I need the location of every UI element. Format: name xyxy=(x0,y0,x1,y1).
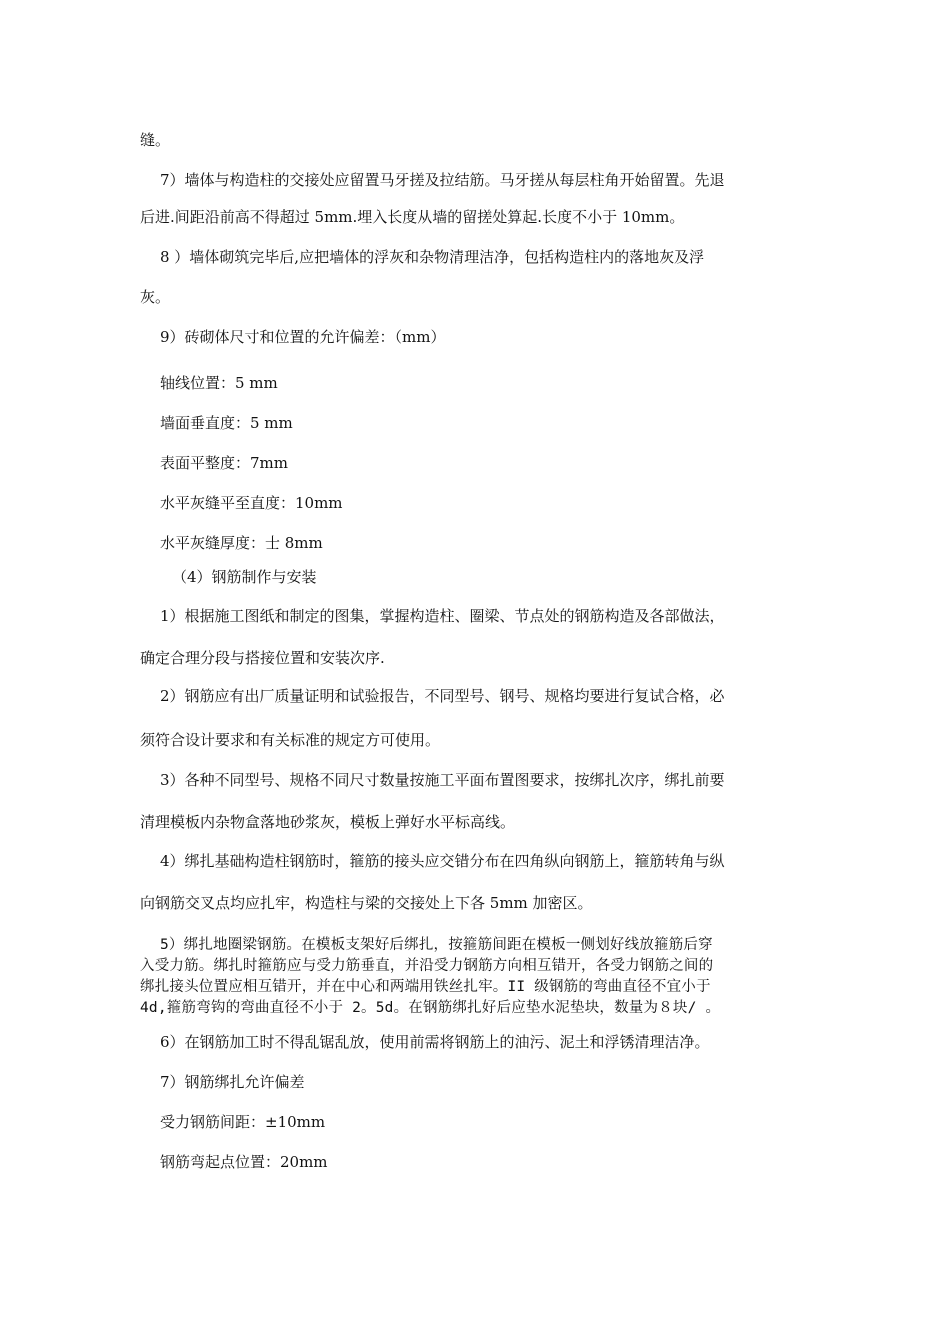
text-line: 缝。 xyxy=(140,131,171,149)
text-line: 3）各种不同型号、规格不同尺寸数量按施工平面布置图要求，按绑扎次序，绑扎前要 xyxy=(160,771,725,789)
text-line: 4d,箍筋弯钩的弯曲直径不小于 2。5d。在钢筋绑扎好后应垫水泥垫块，数量为８块/ 。 xyxy=(140,1000,721,1016)
text-line: 1）根据施工图纸和制定的图集，掌握构造柱、圈梁、节点处的钢筋构造及各部做法， xyxy=(160,607,725,625)
text-line: 绑扎接头位置应相互错开，并在中心和两端用铁丝扎牢。II 级钢筋的弯曲直径不宜小于 xyxy=(140,979,711,995)
text-line: 灰。 xyxy=(140,288,171,306)
text-line: 确定合理分段与搭接位置和安装次序. xyxy=(140,649,385,667)
text-line: 受力钢筋间距：±10mm xyxy=(160,1113,326,1131)
text-line: 清理模板内杂物盒落地砂浆灰，模板上弹好水平标高线。 xyxy=(140,813,516,831)
text-line: 墙面垂直度：5 mm xyxy=(160,414,293,432)
text-line: 入受力筋。绑扎时箍筋应与受力筋垂直，并沿受力钢筋方向相互错开，各受力钢筋之间的 xyxy=(140,958,714,974)
text-line: 表面平整度：7mm xyxy=(160,454,288,472)
text-line: 水平灰缝厚度：士 8mm xyxy=(160,534,323,552)
text-line: 后进.间距沿前高不得超过 5mm.埋入长度从墙的留搓处算起.长度不小于 10mm。 xyxy=(140,208,685,226)
text-line: 8 ）墙体砌筑完毕后,应把墙体的浮灰和杂物清理洁净，包括构造柱内的落地灰及浮 xyxy=(160,248,705,266)
text-line: 6）在钢筋加工时不得乱锯乱放，使用前需将钢筋上的油污、泥土和浮锈清理洁净。 xyxy=(160,1033,710,1051)
text-line: 向钢筋交叉点均应扎牢，构造柱与梁的交接处上下各 5mm 加密区。 xyxy=(140,894,593,912)
text-line: 2）钢筋应有出厂质量证明和试验报告，不同型号、钢号、规格均要进行复试合格，必 xyxy=(160,687,725,705)
text-line: 钢筋弯起点位置：20mm xyxy=(160,1153,328,1171)
text-line: 4）绑扎基础构造柱钢筋时，箍筋的接头应交错分布在四角纵向钢筋上，箍筋转角与纵 xyxy=(160,852,725,870)
text-line: 须符合设计要求和有关标准的规定方可使用。 xyxy=(140,731,441,749)
text-line: 7）墙体与构造柱的交接处应留置马牙搓及拉结筋。马牙搓从每层柱角开始留置。先退 xyxy=(160,171,725,189)
text-line: 7）钢筋绑扎允许偏差 xyxy=(160,1073,305,1091)
section-heading: （4）钢筋制作与安装 xyxy=(172,568,317,586)
text-line: 9）砖砌体尺寸和位置的允许偏差：（mm） xyxy=(160,328,446,346)
text-line: 5）绑扎地圈梁钢筋。在模板支架好后绑扎，按箍筋间距在模板一侧划好线放箍筋后穿 xyxy=(160,937,713,953)
text-line: 水平灰缝平至直度：10mm xyxy=(160,494,343,512)
text-line: 轴线位置：5 mm xyxy=(160,374,278,392)
